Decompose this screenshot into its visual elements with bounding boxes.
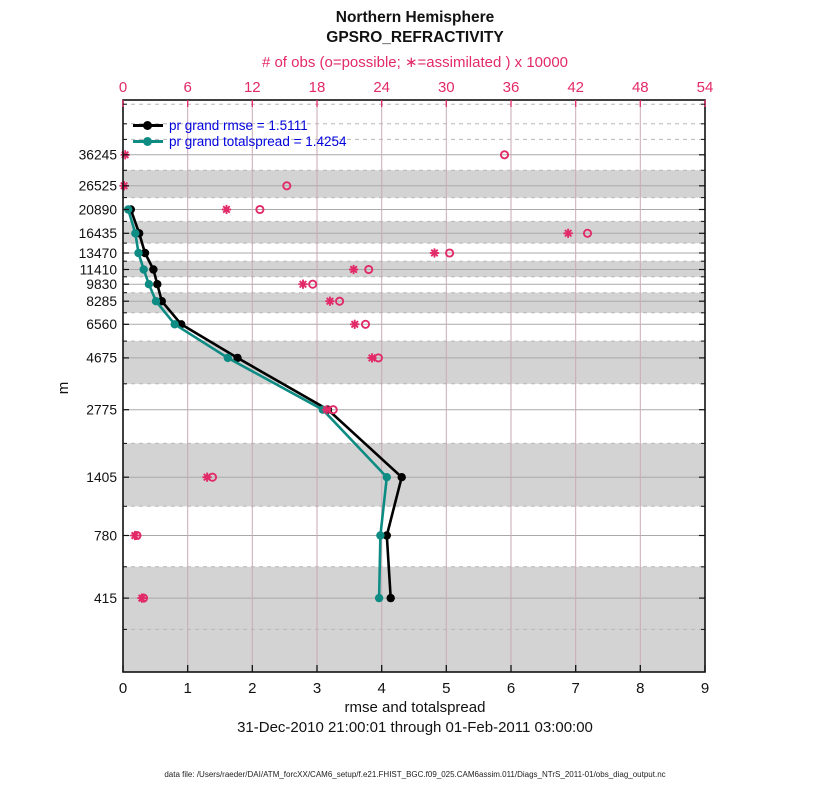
svg-text:3: 3: [312, 680, 322, 697]
legend-label-rmse: pr grand rmse = 1.5111: [169, 117, 308, 133]
legend: [133, 117, 347, 149]
legend-label-totalspread: pr grand totalspread = 1.4254: [169, 133, 347, 149]
svg-text:4675: 4675: [86, 350, 117, 366]
svg-text:48: 48: [631, 79, 649, 96]
legend-dot-totalspread: [143, 137, 152, 146]
datafile-label: data file: /Users/raeder/DAI/ATM_forcXX/CAM6_setup/f.e21.FHIST_BGC.f09_025.CAM6assim.011/Diags_NTrS_2011-01/obs_diag_output.nc: [164, 770, 666, 779]
svg-text:9: 9: [700, 680, 710, 697]
svg-text:780: 780: [93, 528, 117, 544]
svg-text:54: 54: [696, 79, 714, 96]
svg-text:8285: 8285: [86, 294, 117, 309]
svg-text:36245: 36245: [78, 147, 117, 163]
svg-text:6560: 6560: [86, 317, 117, 333]
legend-item-totalspread: [133, 133, 347, 149]
svg-text:42: 42: [567, 79, 585, 96]
chart-subtitle: GPSRO_REFRACTIVITY: [326, 29, 504, 46]
svg-text:30: 30: [437, 79, 455, 96]
svg-text:0: 0: [118, 680, 128, 697]
svg-text:5: 5: [442, 680, 451, 697]
svg-text:36: 36: [502, 79, 520, 96]
svg-text:26525: 26525: [78, 178, 117, 194]
svg-text:13470: 13470: [78, 245, 117, 261]
svg-text:20890: 20890: [78, 202, 117, 218]
chart-title: Northern Hemisphere: [335, 9, 495, 26]
svg-text:12: 12: [243, 79, 261, 96]
svg-text:16435: 16435: [78, 226, 117, 242]
legend-line-totalspread-sample: [133, 140, 163, 143]
svg-text:8: 8: [636, 680, 645, 697]
svg-text:1: 1: [183, 680, 192, 697]
svg-text:4: 4: [377, 680, 386, 697]
svg-text:11410: 11410: [79, 262, 117, 278]
svg-text:2: 2: [248, 680, 257, 697]
svg-text:9830: 9830: [86, 277, 117, 292]
top-axis-label: # of obs (o=possible; ∗=assimilated ) x 10000: [261, 54, 569, 71]
bottom-axis-label: rmse and totalspread: [344, 699, 486, 716]
legend-item-rmse: [133, 117, 347, 133]
svg-text:7: 7: [571, 680, 580, 697]
svg-text:415: 415: [93, 590, 117, 606]
svg-text:2775: 2775: [86, 402, 117, 418]
svg-text:18: 18: [308, 79, 326, 96]
legend-dot-rmse: [143, 121, 152, 130]
legend-line-rmse-sample: [133, 124, 163, 127]
svg-text:6: 6: [183, 79, 192, 96]
svg-text:0: 0: [118, 79, 128, 96]
svg-text:24: 24: [373, 79, 391, 96]
svg-text:1405: 1405: [86, 470, 117, 485]
timespan-label: 31-Dec-2010 21:00:01 through 01-Feb-2011 03:00:00: [237, 719, 593, 736]
svg-text:m: m: [55, 381, 72, 395]
svg-text:6: 6: [506, 680, 516, 697]
